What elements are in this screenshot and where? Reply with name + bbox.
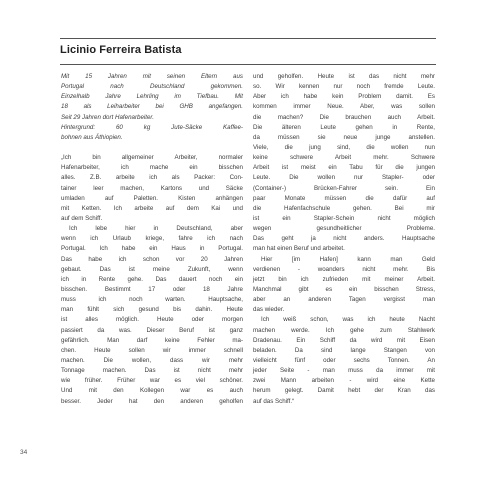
body-line: wenn ich Urlaub kriege, fahre ich nach (61, 235, 243, 243)
body-line: Ich lebe hier in Deutschland, aber (69, 225, 243, 233)
body-line: Das geht ja nicht anders. Hauptsache (253, 235, 435, 243)
body-line: Viele, die jung sind, die wollen nun (253, 143, 435, 151)
body-line: aber an anderen Tagen vergisst man (253, 296, 435, 304)
top-rule (60, 38, 436, 39)
body-line: muss ich noch warten. Hauptsache, (61, 296, 243, 304)
body-line: da müssen sie neue junge anstellen. (253, 133, 435, 141)
body-line: passiert da was. Dieser Beruf ist ganz (61, 326, 243, 334)
page-number: 34 (20, 449, 28, 456)
body-line: die Hafenfachschule gehen. Bei mir (253, 204, 435, 212)
body-line: machen. Die wollen, dass wir mehr (61, 356, 243, 364)
body-line: bisschen. Bestimmt 17 oder 18 Jahre (61, 285, 243, 293)
body-line: alles. Z.B. arbeite ich als Packer: Con- (61, 174, 243, 182)
body-line: gefährlich. Man darf keine Fehler ma- (61, 336, 243, 344)
body-line: gebaut. Das ist meine Zukunft, wenn (61, 265, 243, 273)
intro-line: Einzelhalb Jahre Lehrling im Tiefbau. Mit (61, 93, 243, 101)
intro-line: Seit 29 Jahren dort Hafenarbeiter. (61, 113, 154, 121)
body-line: und geholfen. Heute ist das nicht mehr (253, 73, 435, 80)
body-line: keine schwere Arbeit mehr. Schwere (253, 154, 435, 162)
body-line: zwei Mann arbeiten - wird eine Kette (253, 377, 435, 385)
intro-line: bohnen aus Äthiopien. (61, 133, 123, 141)
body-line: umladen auf Paletten. Kisten anhängen (61, 194, 243, 202)
body-line: Die älteren Leute gehen in Rente, (253, 123, 435, 131)
body-line: wegen gesundheitlicher Probleme. (253, 225, 435, 233)
body-line: Leute. Die wollen nur Stapler- oder (253, 174, 435, 182)
body-line: man fühlt sich gesund bis dahin. Heute (61, 306, 243, 314)
body-line: das wieder. (253, 306, 285, 314)
body-line: die machen? Die brauchen auch Arbeit. (253, 113, 435, 121)
body-line: so. Wir kennen nur noch fremde Leute. (253, 83, 435, 91)
body-line: (Container-) Brücken-Fahrer sein. Ein (253, 184, 435, 192)
intro-block (61, 72, 243, 143)
body-line: jeder Seite - man muss da immer mit (253, 367, 435, 375)
body-text-left (61, 153, 243, 407)
body-line: Ich weiß schon, was ich heute Nacht (261, 316, 435, 324)
body-line: ist alles möglich. Heute oder morgen (61, 316, 243, 324)
body-line: Portugal. Ich habe ein Haus in Portugal. (61, 245, 243, 253)
body-line: wie früher. Früher war es viel schöner. (61, 377, 243, 385)
body-line: mit Ketten. Ich arbeite auf dem Kai und (61, 204, 243, 212)
body-line: beladen. Da sind lange Stangen von (253, 346, 435, 354)
body-line: Manchmal gibt es ein bisschen Stress, (253, 285, 435, 293)
body-line: kommen immer Neue. Aber, was sollen (253, 103, 435, 111)
body-line: Und mit den Kollegen war es auch (61, 387, 243, 395)
body-line: ist ein Stapler-Schein nicht möglich (253, 214, 435, 222)
body-line: verdienen - woanders nicht mehr. Bis (253, 265, 435, 273)
body-line: herum gelegt. Damit hebt der Kran das (253, 387, 435, 395)
body-line: tainer leer machen, Kartons und Säcke (61, 184, 243, 192)
intro-line: Hintergrund: 60 kg Jute-Säcke Kaffee- (61, 123, 243, 131)
body-line: auf das Schiff.“ (253, 397, 295, 405)
body-line: Hier [im Hafen] kann man Geld (261, 255, 435, 263)
intro-line: Mit 15 Jahren mit seinen Eltern aus (61, 73, 243, 80)
body-line: Aber ich habe kein Problem damit. Es (253, 93, 435, 101)
body-line: ich in Rente gehe. Das dauert noch ein (61, 275, 243, 283)
body-line: paar Monate müssen die dafür auf (253, 194, 435, 202)
body-line: Das habe ich schon vor 20 Jahren (61, 255, 243, 263)
body-line: Hafenarbeiter, ich mache ein bisschen (61, 164, 243, 172)
body-line: auf dem Schiff. (61, 214, 103, 222)
intro-line: Portugal nach Deutschland gekommen. (61, 83, 243, 91)
body-line: chen. Heute sollen wir immer schnell (61, 346, 243, 354)
title-rule (60, 64, 436, 65)
body-line: Tonnage machen. Das ist nicht mehr (61, 367, 243, 375)
body-line: machen werde. Ich gehe zum Stahlwerk (253, 326, 435, 334)
intro-line: 18 als Leiharbeiter bei GHB angefangen. (61, 103, 243, 111)
article-title: Licinio Ferreira Batista (60, 44, 182, 56)
body-line: Arbeit ist meist ein Tabu für die jungen (253, 164, 435, 172)
right-column (253, 72, 435, 407)
body-line: man hat einen Beruf und arbeitet. (253, 245, 345, 253)
body-line: besser. Jeder hat den anderen geholfen (61, 397, 243, 405)
body-line: „Ich bin allgemeiner Arbeiter, normaler (61, 154, 243, 162)
body-line: vielleicht fünf oder sechs Tonnen. An (253, 356, 435, 364)
body-line: jetzt bin ich zufrieden mit meiner Arbeit. (253, 275, 435, 283)
left-column (61, 72, 243, 407)
body-line: Dradenau. Ein Schiff da wird mit Eisen (253, 336, 435, 344)
